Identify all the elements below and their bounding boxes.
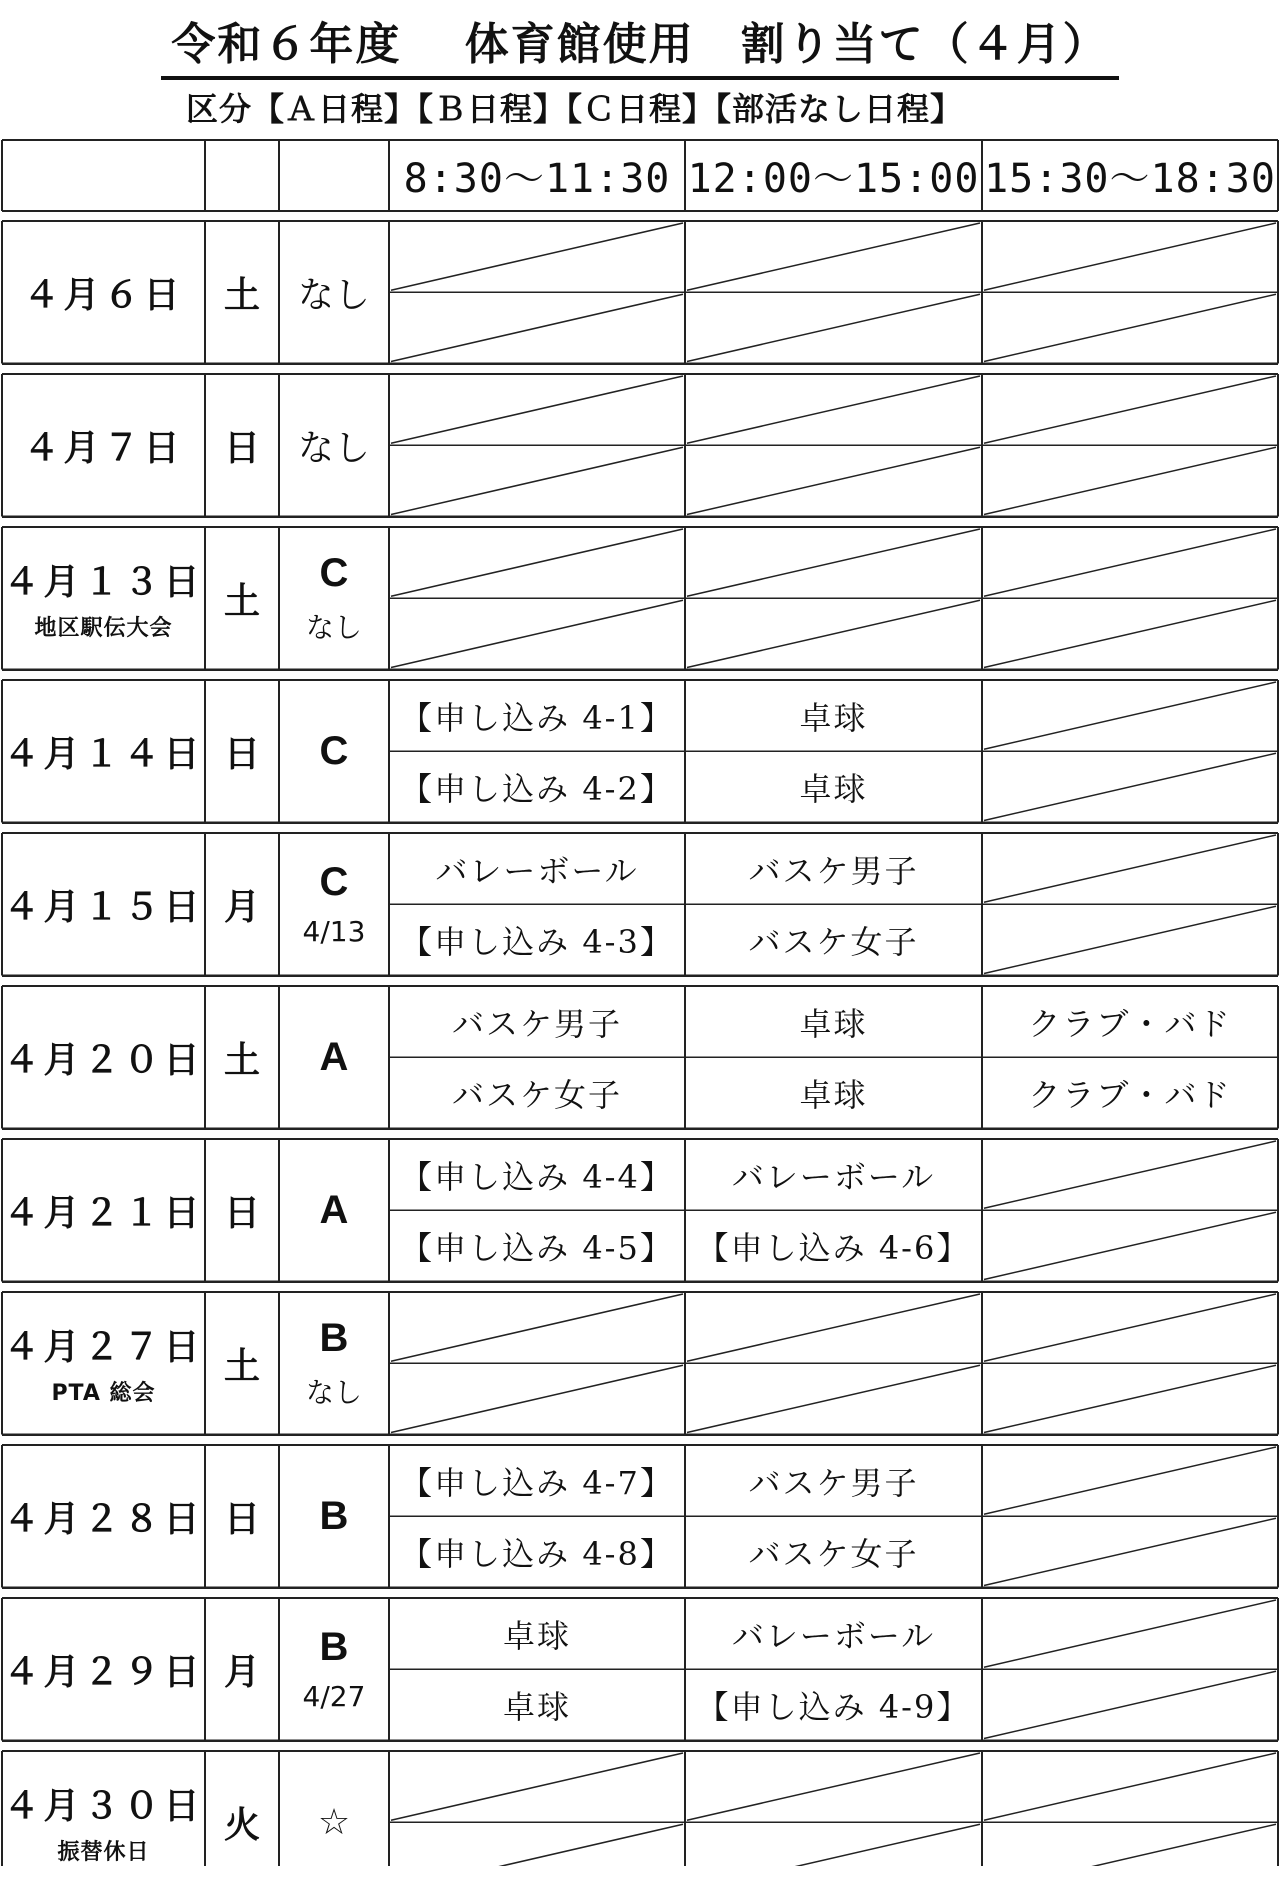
- date-cell: [2, 1445, 205, 1588]
- empty-slot-diagonal: [391, 1365, 683, 1432]
- weekday-cell: [205, 986, 279, 1129]
- slot-cell: [389, 833, 685, 904]
- date-cell: [2, 1598, 205, 1741]
- date-label: ４月７日: [23, 427, 184, 469]
- date-label: ４月６日: [23, 274, 184, 316]
- schedule-type-sub: なし: [305, 1375, 362, 1409]
- weekday-cell: [205, 221, 279, 364]
- time-column-header: [982, 140, 1278, 211]
- date-event-note: PTA 総会: [51, 1381, 156, 1407]
- slot-assignment: バスケ女子: [748, 922, 919, 961]
- slot-assignment: 卓球: [799, 1075, 868, 1114]
- empty-slot-diagonal: [687, 223, 980, 290]
- date-cell: [2, 221, 205, 364]
- empty-slot-diagonal: [391, 1824, 683, 1866]
- schedule-type-cell: [279, 680, 389, 823]
- slot-assignment: バレーボール: [435, 851, 639, 890]
- schedule-type-cell: [279, 833, 389, 976]
- empty-slot-diagonal: [984, 1600, 1276, 1667]
- slot-assignment: 【申し込み 4-6】: [696, 1228, 971, 1267]
- slot-cell: [389, 1669, 685, 1740]
- weekday-cell: [205, 1292, 279, 1435]
- slot-assignment: クラブ・バド: [1028, 1075, 1232, 1114]
- weekday-label: 月: [223, 1651, 260, 1693]
- slot-assignment: 【申し込み 4-8】: [400, 1534, 674, 1573]
- slot-cell: [389, 1057, 685, 1128]
- date-label: ４月１３日: [3, 562, 204, 604]
- schedule-type-label: A: [319, 1034, 349, 1079]
- schedule-type-label: B: [319, 1315, 349, 1360]
- schedule-type-label: なし: [297, 274, 370, 316]
- date-label: ４月３０日: [3, 1786, 204, 1828]
- slot-assignment: 卓球: [799, 769, 868, 808]
- date-label: ４月２７日: [3, 1327, 204, 1369]
- schedule-type-label: なし: [297, 427, 370, 469]
- empty-slot-diagonal: [984, 447, 1276, 514]
- empty-slot-diagonal: [984, 600, 1276, 667]
- schedule-type-cell: [279, 1292, 389, 1435]
- empty-slot-diagonal: [984, 906, 1276, 973]
- schedule-type-label: ☆: [317, 1801, 351, 1843]
- weekday-label: 日: [223, 733, 260, 775]
- empty-slot-diagonal: [687, 1824, 980, 1866]
- slot-assignment: 卓球: [799, 698, 868, 737]
- schedule-type-cell: [279, 1751, 389, 1894]
- empty-slot-diagonal: [687, 1294, 980, 1361]
- date-cell: [2, 1139, 205, 1282]
- slot-cell: [685, 1210, 982, 1281]
- slot-assignment: バレーボール: [731, 1616, 936, 1655]
- empty-slot-diagonal: [391, 376, 683, 443]
- slot-cell: [685, 833, 982, 904]
- slot-cell: [389, 1445, 685, 1516]
- slot-assignment: バレーボール: [731, 1157, 936, 1196]
- empty-slot-diagonal: [687, 294, 980, 361]
- weekday-label: 日: [223, 427, 260, 469]
- date-cell: [2, 833, 205, 976]
- slot-assignment: バスケ男子: [748, 1463, 919, 1502]
- date-event-note: 地区駅伝大会: [34, 616, 173, 642]
- empty-slot-diagonal: [984, 1141, 1276, 1208]
- empty-slot-diagonal: [984, 835, 1276, 902]
- schedule-legend: 区分【Ａ日程】【Ｂ日程】【Ｃ日程】【部活なし日程】: [186, 90, 964, 128]
- empty-slot-diagonal: [984, 682, 1276, 749]
- empty-slot-diagonal: [391, 529, 683, 596]
- empty-slot-diagonal: [984, 529, 1276, 596]
- slot-assignment: 卓球: [799, 1004, 868, 1043]
- date-label: ４月２９日: [3, 1651, 204, 1693]
- page-title-text: 令和６年度 体育館使用 割り当て（４月）: [161, 8, 1118, 80]
- schedule-type-sub: 4/27: [302, 1680, 366, 1714]
- schedule-type-cell: [279, 221, 389, 364]
- weekday-cell: [205, 1445, 279, 1588]
- schedule-type-label: A: [319, 1187, 349, 1232]
- schedule-type-cell: [279, 1445, 389, 1588]
- schedule-type-label: C: [319, 860, 349, 905]
- time-column-label: 15:30～18:30: [984, 156, 1276, 202]
- slot-cell: [685, 1598, 982, 1669]
- slot-assignment: 卓球: [502, 1616, 571, 1655]
- date-label: ４月１５日: [3, 886, 204, 928]
- empty-slot-diagonal: [391, 447, 683, 514]
- date-cell: [2, 1751, 205, 1894]
- date-label: ４月２１日: [3, 1192, 204, 1234]
- slot-cell: [685, 1445, 982, 1516]
- empty-slot-diagonal: [984, 753, 1276, 820]
- slot-cell: [982, 1057, 1278, 1128]
- schedule-type-cell: [279, 527, 389, 670]
- slot-assignment: バスケ男子: [748, 851, 919, 890]
- slot-assignment: 【申し込み 4-1】: [400, 698, 674, 737]
- empty-slot-diagonal: [984, 1212, 1276, 1279]
- slot-assignment: 卓球: [502, 1687, 571, 1726]
- schedule-type-sub: 4/13: [302, 915, 366, 949]
- slot-cell: [685, 1139, 982, 1210]
- empty-slot-diagonal: [984, 223, 1276, 290]
- empty-slot-diagonal: [391, 600, 683, 667]
- schedule-type-cell: [279, 1139, 389, 1282]
- schedule-type-cell: [279, 374, 389, 517]
- slot-cell: [389, 680, 685, 751]
- empty-slot-diagonal: [687, 376, 980, 443]
- empty-slot-diagonal: [391, 294, 683, 361]
- date-label: ４月１４日: [3, 733, 204, 775]
- schedule-type-label: B: [319, 1493, 349, 1538]
- date-cell: [2, 527, 205, 670]
- weekday-label: 月: [223, 886, 260, 928]
- weekday-cell: [205, 833, 279, 976]
- empty-slot-diagonal: [687, 1365, 980, 1432]
- date-cell: [2, 1292, 205, 1435]
- weekday-cell: [205, 680, 279, 823]
- empty-slot-diagonal: [687, 447, 980, 514]
- empty-slot-diagonal: [687, 1753, 980, 1820]
- slot-assignment: 【申し込み 4-9】: [696, 1687, 971, 1726]
- weekday-label: 火: [223, 1804, 260, 1846]
- slot-cell: [389, 1516, 685, 1587]
- slot-cell: [389, 1210, 685, 1281]
- empty-slot-diagonal: [391, 1753, 683, 1820]
- weekday-label: 日: [223, 1192, 260, 1234]
- slot-assignment: 【申し込み 4-2】: [400, 769, 674, 808]
- schedule-type-label: B: [319, 1625, 349, 1670]
- slot-cell: [685, 904, 982, 975]
- weekday-cell: [205, 527, 279, 670]
- weekday-cell: [205, 1598, 279, 1741]
- slot-cell: [685, 680, 982, 751]
- slot-cell: [389, 986, 685, 1057]
- time-column-header: [685, 140, 982, 211]
- time-column-label: 12:00～15:00: [687, 156, 980, 202]
- empty-slot-diagonal: [984, 1824, 1276, 1866]
- slot-cell: [389, 1139, 685, 1210]
- empty-slot-diagonal: [984, 1518, 1276, 1585]
- slot-cell: [389, 1598, 685, 1669]
- slot-assignment: バスケ男子: [451, 1004, 622, 1043]
- slot-cell: [685, 1669, 982, 1740]
- weekday-label: 日: [223, 1498, 260, 1540]
- empty-slot-diagonal: [984, 1753, 1276, 1820]
- slot-cell: [685, 751, 982, 822]
- date-label: ４月２０日: [3, 1039, 204, 1081]
- slot-cell: [389, 751, 685, 822]
- slot-cell: [982, 986, 1278, 1057]
- slot-cell: [685, 986, 982, 1057]
- empty-slot-diagonal: [391, 1294, 683, 1361]
- empty-slot-diagonal: [391, 223, 683, 290]
- slot-assignment: クラブ・バド: [1028, 1004, 1232, 1043]
- time-column-header: [389, 140, 685, 211]
- weekday-label: 土: [223, 1345, 260, 1387]
- slot-assignment: バスケ女子: [748, 1534, 919, 1573]
- empty-slot-diagonal: [687, 600, 980, 667]
- slot-assignment: 【申し込み 4-4】: [400, 1157, 674, 1196]
- weekday-label: 土: [223, 1039, 260, 1081]
- empty-slot-diagonal: [984, 1294, 1276, 1361]
- date-cell: [2, 680, 205, 823]
- schedule-type-cell: [279, 986, 389, 1129]
- empty-slot-diagonal: [984, 1365, 1276, 1432]
- date-cell: [2, 374, 205, 517]
- slot-assignment: 【申し込み 4-3】: [400, 922, 674, 961]
- schedule-type-label: C: [319, 550, 349, 595]
- slot-cell: [685, 1057, 982, 1128]
- schedule-type-cell: [279, 1598, 389, 1741]
- schedule-type-sub: なし: [305, 610, 362, 644]
- empty-slot-diagonal: [984, 1447, 1276, 1514]
- time-column-label: 8:30～11:30: [403, 156, 671, 202]
- slot-assignment: 【申し込み 4-7】: [400, 1463, 674, 1502]
- weekday-cell: [205, 1751, 279, 1894]
- weekday-label: 土: [223, 580, 260, 622]
- weekday-label: 土: [223, 274, 260, 316]
- date-cell: [2, 986, 205, 1129]
- weekday-cell: [205, 1139, 279, 1282]
- date-label: ４月２８日: [3, 1498, 204, 1540]
- slot-assignment: 【申し込み 4-5】: [400, 1228, 674, 1267]
- empty-slot-diagonal: [687, 529, 980, 596]
- slot-assignment: バスケ女子: [451, 1075, 622, 1114]
- slot-cell: [685, 1516, 982, 1587]
- date-event-note: 振替休日: [57, 1840, 150, 1866]
- weekday-cell: [205, 374, 279, 517]
- empty-slot-diagonal: [984, 294, 1276, 361]
- slot-cell: [389, 904, 685, 975]
- empty-slot-diagonal: [984, 376, 1276, 443]
- schedule-type-label: C: [319, 728, 349, 773]
- empty-slot-diagonal: [984, 1671, 1276, 1738]
